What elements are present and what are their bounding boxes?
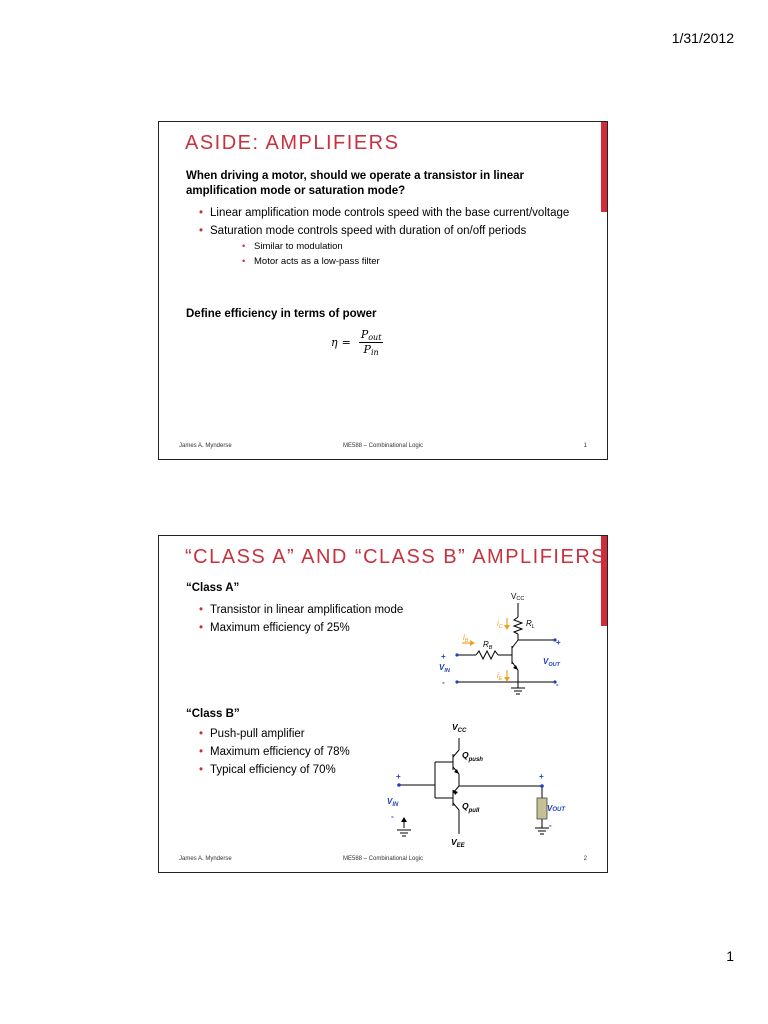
sub-bullet-list: [242, 240, 579, 268]
vin-minus: -: [391, 812, 394, 821]
vin-plus: +: [441, 652, 446, 661]
footer-author: James A. Mynderse: [179, 443, 232, 449]
qpull-label: $Q_{pull}$: [462, 801, 480, 814]
bullet-item: • Transistor in linear amplification mode: [199, 603, 449, 617]
bullet-item: • Maximum efficiency of 78%: [199, 745, 399, 759]
slide-footer: [179, 443, 587, 453]
slide-title: “CLASS A” AND “CLASS B” AMPLIFIERS: [185, 546, 607, 568]
slide-footer: [179, 856, 587, 866]
vout-plus: +: [556, 638, 561, 647]
numerator-sub: out: [368, 333, 382, 342]
class-b-circuit-diagram: [384, 716, 574, 850]
vin-minus: -: [442, 678, 445, 687]
efficiency-heading: Define efficiency in terms of power: [186, 308, 377, 320]
bullet-text: Saturation mode controls speed with duration of on/off periods: [210, 225, 527, 237]
formula-denominator: [362, 343, 381, 357]
sub-bullet-item: • Motor acts as a low-pass filter: [242, 255, 579, 268]
bullet-item: • Linear amplification mode controls speed with the base current/voltage: [199, 206, 579, 220]
rb-label: $R_B$: [483, 640, 493, 651]
footer-author: James A. Mynderse: [179, 856, 232, 862]
bullet-item: • Maximum efficiency of 25%: [199, 621, 449, 635]
vin-label: $V_{IN}$: [387, 797, 399, 808]
vout-label: VOUT: [547, 804, 566, 813]
slide-accent-bar: [601, 122, 607, 212]
bullet-item: • Push-pull amplifier: [199, 727, 399, 741]
class-b-bullets: [199, 727, 399, 781]
sub-bullet-item: • Similar to modulation: [242, 240, 579, 253]
bullet-list: [199, 206, 579, 272]
ic-label: $i_C$: [497, 619, 503, 630]
vout-minus: -: [549, 821, 552, 830]
slide-1: [158, 121, 608, 460]
numerator-var: P: [360, 328, 369, 341]
formula-fraction: [359, 328, 384, 357]
bullet-item-with-subitems: [199, 224, 579, 268]
formula-equals: =: [341, 336, 351, 349]
vcc-label: VCC: [511, 592, 525, 602]
slide-2: [158, 535, 608, 873]
page-number: 1: [726, 948, 734, 964]
class-a-label: “Class A”: [186, 582, 240, 594]
ib-label: $i_B$: [463, 633, 469, 644]
footer-course: ME588 – Combinational Logic: [343, 856, 424, 862]
footer-course: ME588 – Combinational Logic: [343, 443, 424, 449]
ie-label: $i_E$: [497, 671, 503, 682]
efficiency-formula: [331, 328, 383, 357]
vout-plus: +: [539, 772, 544, 781]
bullet-item: • Typical efficiency of 70%: [199, 763, 399, 777]
class-b-label: “Class B”: [186, 708, 240, 720]
vee-label: $V_{EE}$: [451, 837, 465, 849]
formula-eta: η: [331, 336, 338, 349]
denominator-sub: in: [370, 348, 379, 357]
qpush-label: $Q_{push}$: [462, 750, 483, 763]
vout-minus: -: [556, 680, 559, 689]
question-text: When driving a motor, should we operate a transistor in linear amplification mode or saturation mode?: [186, 170, 525, 197]
footer-slide-number: 1: [583, 443, 587, 449]
vcc-label: $V_{CC}$: [452, 722, 467, 734]
vout-label: $V_{OUT}$: [543, 657, 560, 668]
vin-plus: +: [396, 772, 401, 781]
rl-label: $R_L$: [526, 619, 535, 630]
class-a-bullets: [199, 603, 449, 639]
page-date: 1/31/2012: [671, 30, 734, 46]
class-a-circuit-diagram: [429, 588, 569, 704]
slide-title: ASIDE: AMPLIFIERS: [185, 132, 400, 154]
formula-numerator: [359, 328, 384, 343]
footer-slide-number: 2: [583, 856, 587, 862]
vin-label: $V_{IN}$: [439, 663, 450, 674]
denominator-var: P: [363, 343, 371, 356]
